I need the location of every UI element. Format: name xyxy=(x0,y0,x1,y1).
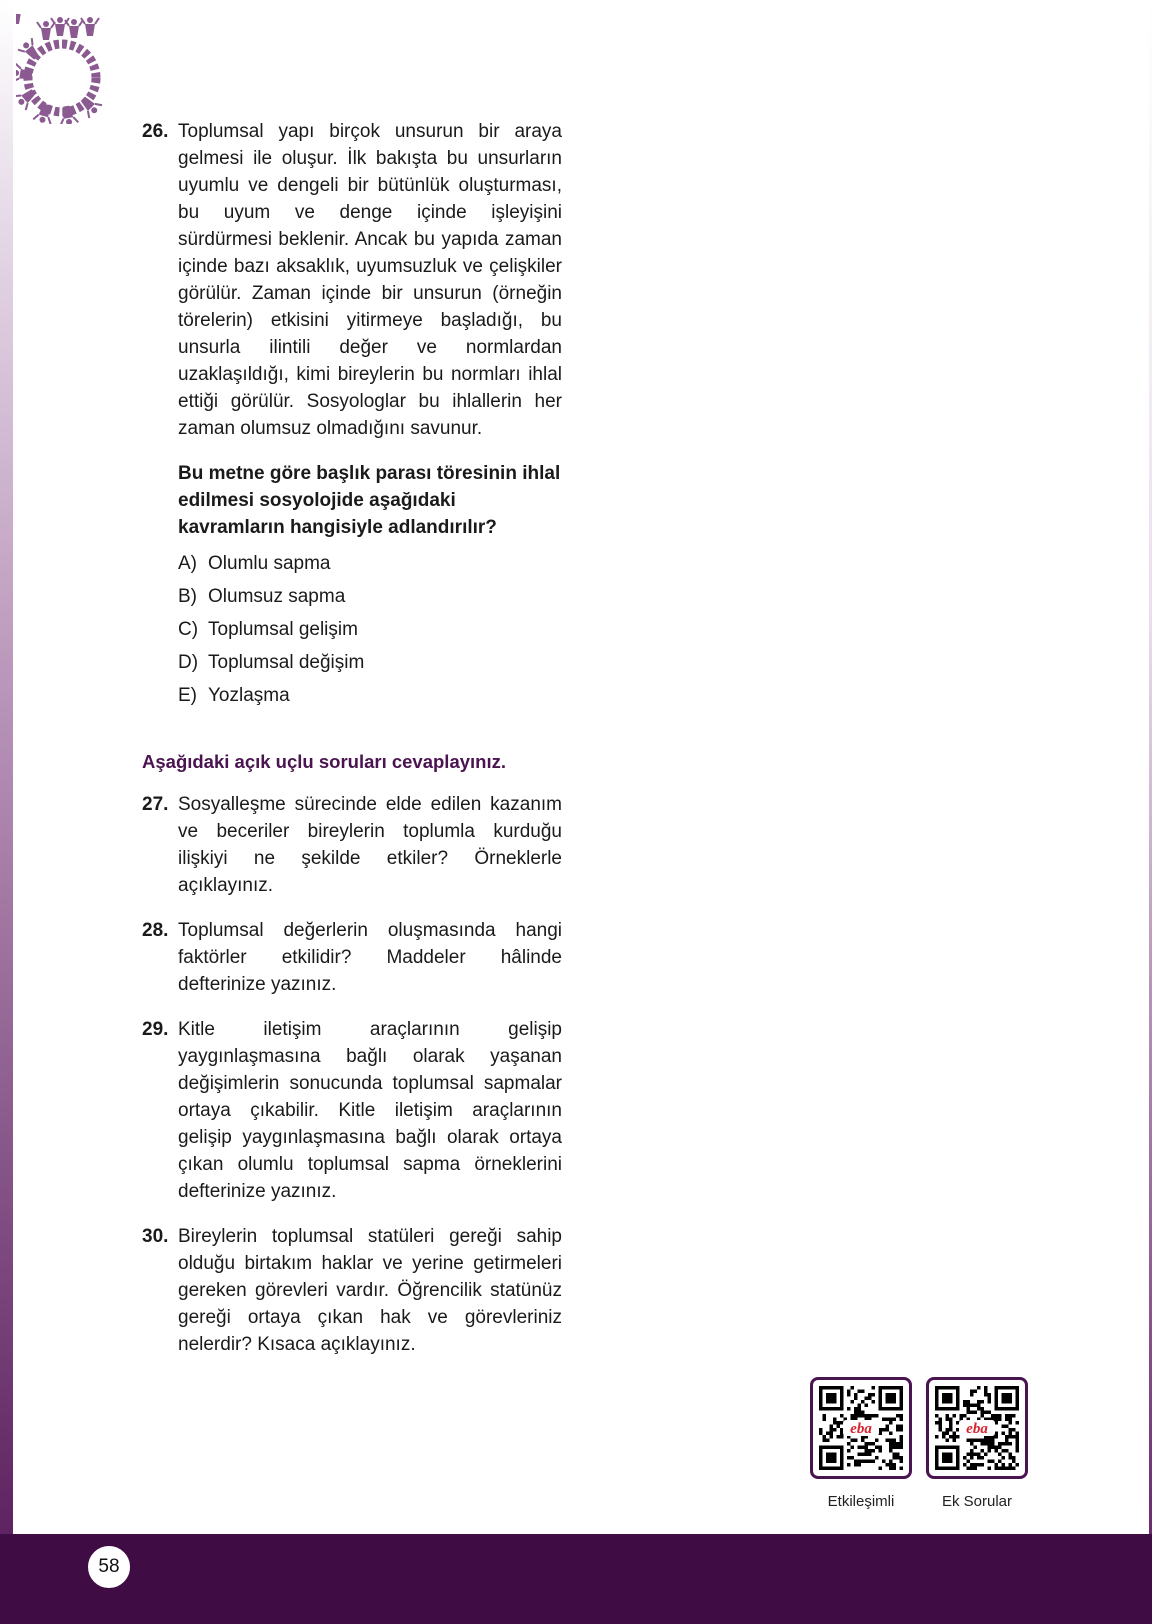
question-number: 26. xyxy=(142,121,169,142)
option-letter: E) xyxy=(178,685,197,706)
question-text: Bireylerin toplumsal statüleri gereği sahip olduğu birtakım haklar ve yerine getirmeleri gereken görevleri vardır. Öğrencilik statünüz gereği ortaya çıkan hak ve görevleriniz nelerdir? Kısaca açıklayınız. xyxy=(178,1226,562,1355)
option-letter: B) xyxy=(178,586,197,607)
qr-label-etkilesimli: Etkileşimli xyxy=(827,1493,895,1510)
qr-code-ek-sorular[interactable] xyxy=(926,1377,1028,1479)
page-footer xyxy=(0,1534,1152,1624)
eba-badge: eba xyxy=(850,1421,872,1437)
option-a xyxy=(178,547,562,580)
option-d xyxy=(178,646,562,679)
option-letter: D) xyxy=(178,652,199,673)
option-text: Olumlu sapma xyxy=(208,553,331,574)
eba-badge: eba xyxy=(966,1421,988,1437)
qr-code-icon xyxy=(819,1386,903,1470)
main-content xyxy=(142,118,562,1376)
question-27 xyxy=(142,791,562,899)
option-letter: C) xyxy=(178,619,199,640)
question-text: Toplumsal değerlerin oluşmasında hangi faktörler etkilidir? Maddeler hâlinde defterinize yazınız. xyxy=(178,920,562,995)
option-c xyxy=(178,613,562,646)
question-26 xyxy=(142,118,562,712)
option-letter: A) xyxy=(178,553,197,574)
option-e xyxy=(178,679,562,712)
option-b xyxy=(178,580,562,613)
question-number: 29. xyxy=(142,1019,169,1040)
question-number: 28. xyxy=(142,920,169,941)
option-text: Olumsuz sapma xyxy=(208,586,346,607)
page-number: 58 xyxy=(86,1544,132,1590)
question-29 xyxy=(142,1016,562,1205)
question-text: Sosyalleşme sürecinde elde edilen kazanım ve beceriler bireylerin toplumla kurduğu ilişkiyi ne şekilde etkiler? Örneklerle açıklayınız. xyxy=(178,794,562,896)
people-circle-logo-icon xyxy=(16,14,108,124)
option-text: Yozlaşma xyxy=(208,685,290,706)
qr-label-ek-sorular: Ek Sorular xyxy=(941,1493,1013,1510)
option-text: Toplumsal değişim xyxy=(208,652,365,673)
section-heading: Aşağıdaki açık uçlu soruları cevaplayınız. xyxy=(142,751,506,772)
option-text: Toplumsal gelişim xyxy=(208,619,358,640)
question-text: Toplumsal yapı birçok unsurun bir araya gelmesi ile oluşur. İlk bakışta bu unsurların uyumlu ve dengeli bir bütünlük oluşturması, bu uyum ve denge içinde işleyişini sürdürmesi beklenir. Ancak bu yapıda zaman içinde bazı aksaklık, uyumsuzluk ve çelişkiler görülür. Zaman içinde bir unsurun (örneğin törelerin) etkisini yitirmeye başladığı, bu unsurla ilintili değer ve normlardan uzaklaşıldığı, kimi bireylerin bu normları ihlal ettiği görülür. Sosyologlar bu ihlallerin her zaman olumsuz olmadığını savunur. xyxy=(178,121,562,439)
left-gradient-strip xyxy=(0,0,13,1534)
question-prompt: Bu metne göre başlık parası töresinin ihlal edilmesi sosyolojide aşağıdaki kavramların hangisiyle adlandırılır? xyxy=(178,463,561,538)
qr-code-etkilesimli[interactable] xyxy=(810,1377,912,1479)
answer-options xyxy=(178,547,562,712)
question-number: 27. xyxy=(142,794,169,815)
question-28 xyxy=(142,917,562,998)
question-number: 30. xyxy=(142,1226,169,1247)
question-30 xyxy=(142,1223,562,1358)
qr-code-icon xyxy=(935,1386,1019,1470)
question-text: Kitle iletişim araçlarının gelişip yaygınlaşmasına bağlı olarak yaşanan değişimlerin sonucunda toplumsal sapmalar ortaya çıkabilir. Kitle iletişim araçlarının gelişip yaygınlaşmasına bağlı olarak ortaya çıkan olumlu toplumsal sapma örneklerini defterinize yazınız. xyxy=(178,1019,562,1202)
